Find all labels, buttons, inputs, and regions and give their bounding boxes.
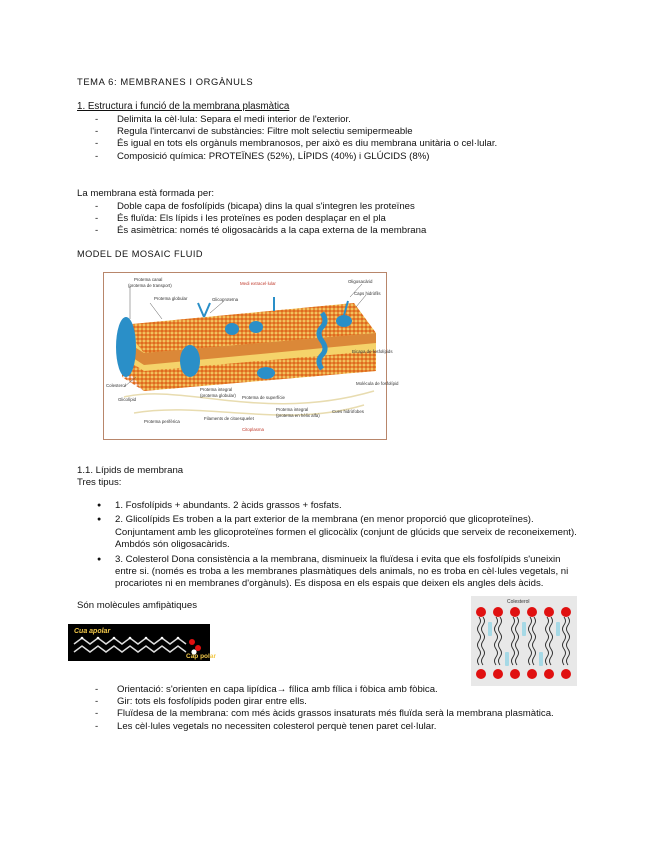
label-integral: Proteïna integral	[200, 387, 233, 392]
bottom-heads	[476, 669, 571, 679]
label-hydrophilic-heads: Caps hidròfils	[354, 291, 381, 296]
label-surface-protein: Proteïna de superfície	[242, 395, 285, 400]
cholesterol-bilayer-image	[471, 596, 577, 686]
integral-protein	[180, 345, 200, 377]
label-polar-head: Cap polar	[186, 653, 216, 660]
label-peripheral: Proteïna perifèrica	[144, 419, 180, 424]
lipids-intro: Tres tipus:	[77, 477, 122, 488]
label-channel-sub: (proteïna de transport)	[128, 283, 172, 288]
label-integral-helix: Proteïna integral	[276, 407, 309, 412]
label-glycolipid: Glicolípid	[118, 397, 137, 402]
document-title: TEMA 6: MEMBRANES I ORGÀNULS	[77, 76, 254, 87]
list-item: - Gir: tots els fosfolípids poden girar entre ells.	[95, 696, 554, 708]
label-apolar-tail: Cua apolar	[74, 628, 111, 635]
list-item: - Fluïdesa de la membrana: com més àcids grassos insaturats més fluïda serà la membrana plasmàtica.	[95, 708, 554, 720]
membrane-formed-intro: La membrana està formada per:	[77, 188, 215, 199]
fluid-mosaic-figure	[103, 272, 399, 440]
list-item: - Orientació: s'orienten en capa lipídica→ fílica amb fílica i fòbica amb fòbica.	[95, 684, 554, 696]
fluid-mosaic-diagram	[104, 273, 399, 439]
list-item: ● 2. Glicolípids Es troben a la part exterior de la membrana (en menor proporció que glicoproteïnes). Conjuntament amb les glicoproteïnes formen el glicocàlix (conjunt de glúcids que serveix de reconeixement). Ambdós són oligosacàrids.	[97, 514, 585, 551]
list-item: ● 3. Colesterol Dona consistència a la membrana, disminueix la fluïdesa i evita que els fosfolípids s'uneixin entre si. (només es troba a les membranes plasmàtiques dels animals, no es troba en cèl·lules vegetals, ni procariotes ni en membranes d'orgànuls). Es disposa en els espais que deixen els angles dels àcids.	[97, 554, 585, 591]
label-bilayer: Bicapa de fosfolípids	[352, 349, 393, 354]
label-globular: Proteïna globular	[154, 296, 188, 301]
list-item: - Doble capa de fosfolípids (bicapa) dins la qual s'integren les proteïnes	[95, 201, 426, 213]
list-item: - Les cèl·lules vegetals no necessiten colesterol perquè tenen paret cel·lular.	[95, 721, 554, 733]
top-heads	[476, 607, 571, 617]
label-extracellular: Medi extracel·lular	[240, 281, 276, 286]
cholesterol-bilayer-diagram	[471, 596, 577, 686]
label-integral-helix-sub: (proteïna en hèlix alfa)	[276, 413, 320, 418]
list-item: - És fluïda: Els lípids i les proteïnes es poden desplaçar en el pla	[95, 213, 426, 225]
list-item: - És asimètrica: només té oligosacàrids a la capa externa de la membrana	[95, 225, 426, 237]
phospholipid-molecule-image	[68, 624, 216, 661]
structure-list	[95, 114, 497, 163]
label-oligosaccharide: Oligosacàrid	[348, 279, 373, 284]
list-item: - Delimita la cèl·lula: Separa el medi interior de l'exterior.	[95, 114, 497, 126]
section-heading-structure: 1. Estructura i funció de la membrana plasmàtica	[77, 101, 290, 112]
membrane-formed-list	[95, 201, 426, 238]
label-filaments: Filaments de citoesquelet	[204, 416, 254, 421]
list-item: - Regula l'intercanvi de substàncies: Filtre molt selectiu semipermeable	[95, 126, 497, 138]
list-item: ● 1. Fosfolípids + abundants. 2 àcids grassos + fosfats.	[97, 500, 585, 512]
label-glycoprotein: Glicoproteïna	[212, 297, 239, 302]
label-channel-protein: Proteïna canal	[134, 277, 163, 282]
label-bilayer-cholesterol: Colesterol	[507, 599, 530, 605]
amphipathic-text: Són molècules amfipàtiques	[77, 600, 197, 611]
channel-protein	[116, 317, 136, 377]
list-item: - És igual en tots els orgànuls membranosos, per això es diu membrana unitària o cel·lular.	[95, 138, 497, 150]
label-cholesterol: Colesterol	[106, 383, 126, 388]
phospholipid-molecule-diagram	[68, 624, 216, 661]
label-integral-sub: (proteïna globular)	[200, 393, 236, 398]
label-phospholipid: Molècula de fosfolípid	[356, 381, 399, 386]
list-item: - Composició química: PROTEÏNES (52%), LÍPIDS (40%) i GLÚCIDS (8%)	[95, 151, 497, 163]
label-hydrophobic-tails: Cues hidròfobes	[332, 409, 364, 414]
label-cytoplasm: Citoplasma	[242, 427, 264, 432]
lipid-types-list	[97, 500, 585, 593]
model-heading: MODEL DE MOSAIC FLUID	[77, 249, 204, 259]
section-heading-lipids: 1.1. Lípids de membrana	[77, 465, 184, 476]
lipid-properties-list	[95, 684, 554, 733]
